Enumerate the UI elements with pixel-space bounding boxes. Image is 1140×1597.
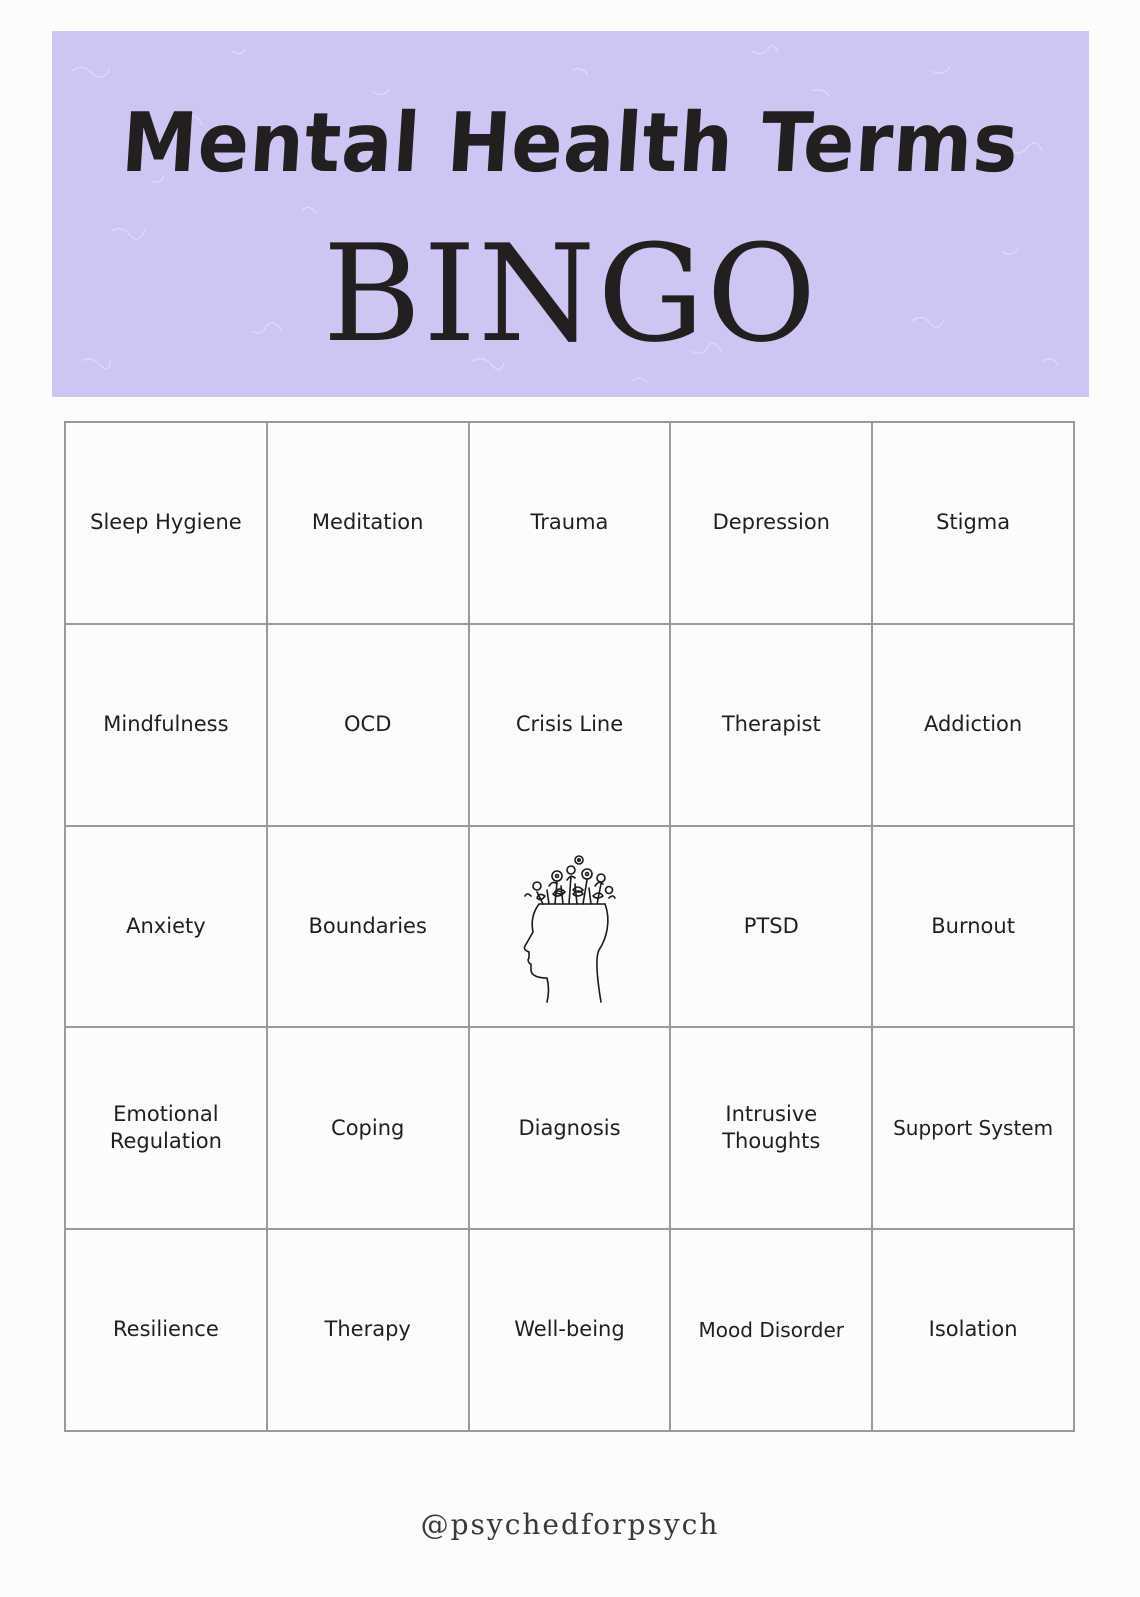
cell-label: Diagnosis	[518, 1115, 621, 1140]
bingo-cell[interactable]	[268, 423, 470, 625]
bingo-cell[interactable]	[873, 625, 1075, 827]
cell-label: PTSD	[743, 913, 799, 938]
bingo-cell[interactable]	[268, 625, 470, 827]
bingo-cell[interactable]	[873, 423, 1075, 625]
bingo-board	[64, 421, 1075, 1432]
cell-label: Mindfulness	[103, 712, 229, 737]
cell-label: Trauma	[530, 510, 609, 535]
bingo-cell[interactable]	[268, 827, 470, 1029]
cell-label: Crisis Line	[515, 712, 624, 737]
bingo-cell[interactable]	[873, 1028, 1075, 1230]
bingo-cell[interactable]	[66, 423, 268, 625]
cell-label: Isolation	[928, 1317, 1018, 1342]
bingo-cell[interactable]	[873, 1230, 1075, 1432]
free-space-cell[interactable]	[470, 827, 672, 1029]
bingo-cell[interactable]	[873, 827, 1075, 1029]
bingo-cell[interactable]	[470, 423, 672, 625]
cell-label: Therapy	[324, 1317, 411, 1342]
cell-label: Mood Disorder	[698, 1318, 845, 1343]
bingo-cell[interactable]	[671, 827, 873, 1029]
page-subtitle: BINGO	[322, 216, 819, 372]
bingo-cell[interactable]	[470, 625, 672, 827]
cell-label: Emotional Regulation	[109, 1101, 222, 1154]
cell-label: Depression	[712, 510, 830, 535]
cell-label: Boundaries	[308, 913, 427, 938]
cell-label: OCD	[344, 712, 392, 737]
cell-label: Resilience	[113, 1317, 219, 1342]
cell-label: Stigma	[936, 510, 1011, 535]
bingo-cell[interactable]	[66, 1028, 268, 1230]
cell-label: Meditation	[311, 510, 424, 535]
bingo-cell[interactable]	[671, 1028, 873, 1230]
author-handle: @psychedforpsych	[420, 1508, 720, 1541]
bingo-cell[interactable]	[66, 625, 268, 827]
bingo-cell[interactable]	[470, 1028, 672, 1230]
bingo-cell[interactable]	[66, 1230, 268, 1432]
bingo-cell[interactable]	[470, 1230, 672, 1432]
cell-label: Well-being	[514, 1317, 625, 1342]
bingo-cell[interactable]	[268, 1230, 470, 1432]
cell-label: Burnout	[931, 913, 1015, 938]
cell-label: Intrusive Thoughts	[722, 1101, 821, 1154]
page-title: Mental Health Terms	[119, 96, 1023, 191]
bingo-cell[interactable]	[66, 827, 268, 1029]
bingo-cell[interactable]	[671, 1230, 873, 1432]
bingo-cell[interactable]	[671, 423, 873, 625]
cell-label: Support System	[893, 1116, 1054, 1141]
bingo-cell[interactable]	[268, 1028, 470, 1230]
title-banner	[52, 31, 1089, 397]
cell-label: Therapist	[721, 712, 821, 737]
head-with-flowers-icon	[509, 846, 629, 1006]
bingo-cell[interactable]	[671, 625, 873, 827]
cell-label: Addiction	[923, 712, 1023, 737]
cell-label: Anxiety	[126, 913, 206, 938]
cell-label: Coping	[331, 1115, 405, 1140]
cell-label: Sleep Hygiene	[90, 510, 242, 535]
